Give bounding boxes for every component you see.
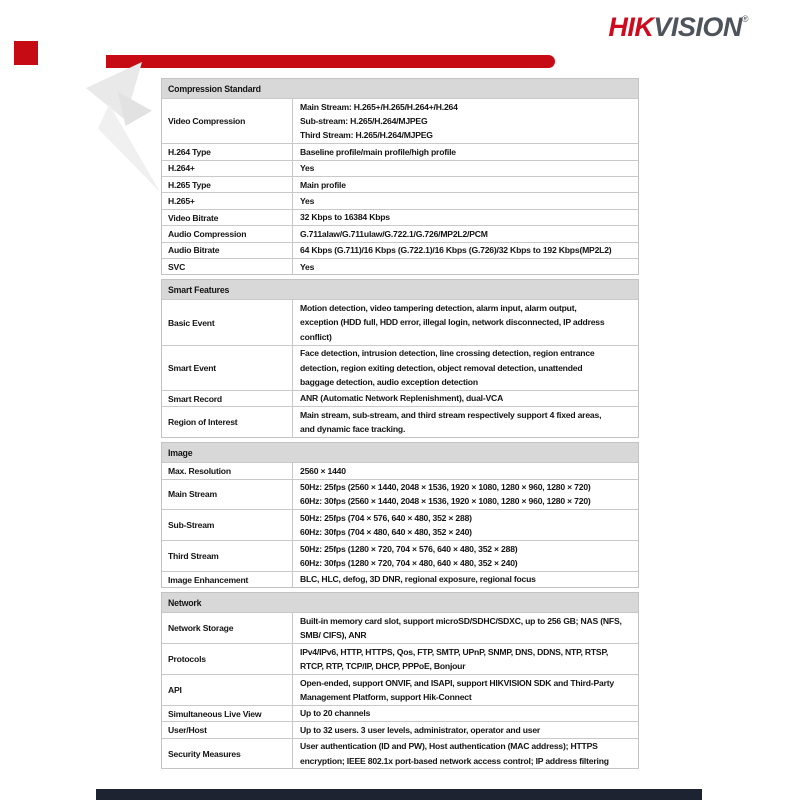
spec-section [161, 78, 639, 275]
spec-value-line: exception (HDD full, HDD error, illegal login, network disconnected, IP address [300, 317, 605, 328]
spec-value [293, 300, 638, 344]
red-accent-square [14, 41, 38, 65]
spec-value-line: Management Platform, support Hik-Connect [300, 691, 472, 702]
spec-label: Main Stream [162, 480, 293, 510]
spec-label: Simultaneous Live View [162, 706, 293, 721]
hikvision-logo [608, 12, 748, 43]
spec-value-line: 64 Kbps (G.711)/16 Kbps (G.722.1)/16 Kbps (G.726)/32 Kbps to 192 Kbps(MP2L2) [300, 245, 612, 256]
footer-bar [96, 789, 702, 800]
spec-value-line: 60Hz: 30fps (2560 × 1440, 2048 × 1536, 1920 × 1080, 1280 × 960, 1280 × 720) [300, 496, 591, 507]
spec-row [162, 345, 638, 390]
spec-label: H.265 Type [162, 177, 293, 192]
spec-value [293, 644, 638, 674]
spec-label: Video Compression [162, 99, 293, 143]
spec-label: Security Measures [162, 739, 293, 769]
logo-vision-text: VISION [653, 12, 742, 42]
spec-value-line: 32 Kbps to 16384 Kbps [300, 212, 390, 223]
spec-value-line: Motion detection, video tampering detection, alarm input, alarm output, [300, 302, 577, 313]
spec-value [293, 510, 638, 540]
spec-label: Protocols [162, 644, 293, 674]
spec-value [293, 722, 638, 737]
spec-value [293, 391, 638, 406]
spec-value [293, 99, 638, 143]
spec-value-line: Yes [300, 195, 315, 206]
spec-value-line: Yes [300, 261, 315, 272]
spec-row [162, 143, 638, 159]
spec-section [161, 279, 639, 438]
spec-value [293, 346, 638, 390]
spec-label: Smart Event [162, 346, 293, 390]
spec-value [293, 193, 638, 208]
spec-value [293, 407, 638, 437]
spec-value-line: IPv4/IPv6, HTTP, HTTPS, Qos, FTP, SMTP, UPnP, SNMP, DNS, DDNS, NTP, RTSP, [300, 646, 609, 657]
spec-value-line: SMB/ CIFS), ANR [300, 630, 367, 641]
spec-row [162, 479, 638, 510]
spec-value [293, 572, 638, 587]
spec-value [293, 144, 638, 159]
spec-table [161, 78, 639, 773]
spec-row [162, 209, 638, 225]
spec-row [162, 571, 638, 587]
spec-label: Third Stream [162, 541, 293, 571]
spec-row [162, 390, 638, 406]
spec-label: Network Storage [162, 613, 293, 643]
spec-row [162, 721, 638, 737]
spec-value [293, 480, 638, 510]
spec-row [162, 540, 638, 571]
spec-value-line: Baseline profile/main profile/high profile [300, 146, 456, 157]
spec-value [293, 226, 638, 241]
spec-value-line: 50Hz: 25fps (704 × 576, 640 × 480, 352 × 288) [300, 512, 472, 523]
spec-label: Audio Compression [162, 226, 293, 241]
section-title: Compression Standard [162, 79, 638, 98]
spec-value-line: Open-ended, support ONVIF, and ISAPI, support HIKVISION SDK and Third-Party [300, 677, 614, 688]
spec-row [162, 705, 638, 721]
spec-row [162, 462, 638, 478]
spec-label: Smart Record [162, 391, 293, 406]
spec-label: User/Host [162, 722, 293, 737]
spec-value-line: Third Stream: H.265/H.264/MJPEG [300, 130, 433, 141]
spec-label: Video Bitrate [162, 210, 293, 225]
spec-value-line: RTCP, RTP, TCP/IP, DHCP, PPPoE, Bonjour [300, 661, 466, 672]
spec-value [293, 161, 638, 176]
registered-trademark-icon: ® [741, 14, 748, 24]
spec-value [293, 259, 638, 274]
spec-label: Image Enhancement [162, 572, 293, 587]
spec-row [162, 160, 638, 176]
spec-value-line: Main Stream: H.265+/H.265/H.264+/H.264 [300, 101, 458, 112]
section-title: Image [162, 443, 638, 462]
spec-value-line: detection, region exiting detection, object removal detection, unattended [300, 362, 583, 373]
spec-value-line: Main profile [300, 179, 346, 190]
spec-row [162, 258, 638, 274]
spec-value-line: Yes [300, 163, 315, 174]
spec-value-line: 50Hz: 25fps (2560 × 1440, 2048 × 1536, 1920 × 1080, 1280 × 960, 1280 × 720) [300, 482, 591, 493]
spec-label: Basic Event [162, 300, 293, 344]
spec-value [293, 243, 638, 258]
spec-value [293, 675, 638, 705]
spec-value [293, 613, 638, 643]
spec-value-line: conflict) [300, 331, 332, 342]
spec-value-line: Up to 20 channels [300, 708, 371, 719]
spec-row [162, 674, 638, 705]
spec-row [162, 242, 638, 258]
spec-label: Region of Interest [162, 407, 293, 437]
spec-value-line: 50Hz: 25fps (1280 × 720, 704 × 576, 640 × 480, 352 × 288) [300, 543, 518, 554]
spec-value [293, 177, 638, 192]
section-title: Network [162, 593, 638, 612]
spec-value-line: encryption; IEEE 802.1x port-based network access control; IP address filtering [300, 755, 609, 766]
spec-value-line: Up to 32 users. 3 user levels, administrator, operator and user [300, 724, 541, 735]
spec-row [162, 612, 638, 643]
spec-label: H.264+ [162, 161, 293, 176]
watermark-arrow-icon [118, 92, 152, 126]
spec-value [293, 210, 638, 225]
spec-value-line: baggage detection, audio exception detection [300, 377, 478, 387]
spec-section [161, 442, 639, 588]
spec-row [162, 406, 638, 437]
spec-label: Sub-Stream [162, 510, 293, 540]
spec-label: H.264 Type [162, 144, 293, 159]
logo-hik-text: HIK [608, 12, 654, 42]
spec-value [293, 541, 638, 571]
spec-row [162, 98, 638, 143]
spec-value-line: 2560 × 1440 [300, 465, 346, 476]
spec-value [293, 463, 638, 478]
spec-label: H.265+ [162, 193, 293, 208]
spec-section [161, 592, 639, 769]
spec-value-line: G.711alaw/G.711ulaw/G.722.1/G.726/MP2L2/PCM [300, 228, 488, 239]
spec-label: SVC [162, 259, 293, 274]
spec-value-line: ANR (Automatic Network Replenishment), dual-VCA [300, 393, 504, 404]
section-title: Smart Features [162, 280, 638, 299]
spec-row [162, 738, 638, 769]
spec-label: Audio Bitrate [162, 243, 293, 258]
spec-label: Max. Resolution [162, 463, 293, 478]
spec-value [293, 706, 638, 721]
spec-value-line: Sub-stream: H.265/H.264/MJPEG [300, 115, 428, 126]
spec-row [162, 509, 638, 540]
spec-value-line: BLC, HLC, defog, 3D DNR, regional exposure, regional focus [300, 574, 536, 585]
spec-value-line: Main stream, sub-stream, and third stream respectively support 4 fixed areas, [300, 409, 602, 420]
spec-value-line: 60Hz: 30fps (704 × 480, 640 × 480, 352 × 240) [300, 527, 472, 538]
spec-row [162, 299, 638, 344]
spec-value-line: Face detection, intrusion detection, line crossing detection, region entrance [300, 348, 595, 359]
spec-label: API [162, 675, 293, 705]
spec-row [162, 176, 638, 192]
spec-value-line: and dynamic face tracking. [300, 424, 406, 435]
spec-value-line: User authentication (ID and PW), Host authentication (MAC address); HTTPS [300, 741, 598, 752]
spec-value-line: 60Hz: 30fps (1280 × 720, 704 × 480, 640 × 480, 352 × 240) [300, 558, 518, 569]
spec-row [162, 225, 638, 241]
red-accent-bar [106, 55, 555, 68]
spec-row [162, 192, 638, 208]
spec-row [162, 643, 638, 674]
spec-value [293, 739, 638, 769]
spec-value-line: Built-in memory card slot, support microSD/SDHC/SDXC, up to 256 GB; NAS (NFS, [300, 615, 622, 626]
